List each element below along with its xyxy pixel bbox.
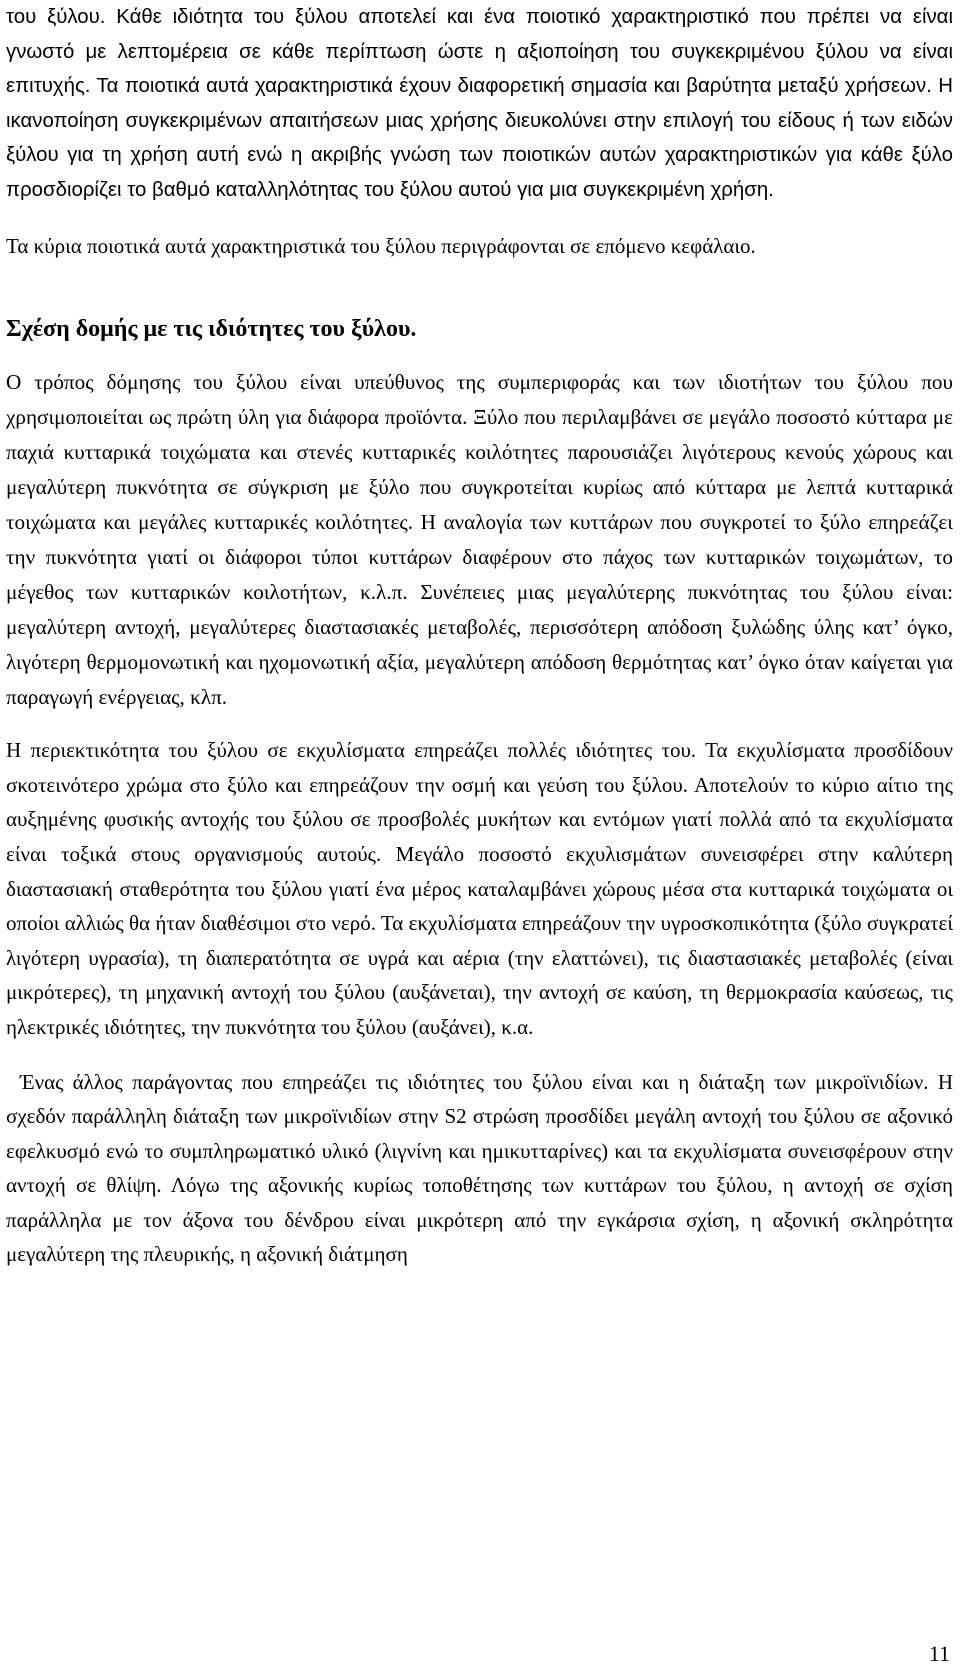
document-page bbox=[6, 0, 953, 1272]
page-number: 11 bbox=[928, 1641, 950, 1666]
body-paragraph: Ο τρόπος δόμησης του ξύλου είναι υπεύθυνος της συμπεριφοράς και των ιδιοτήτων του ξύλου που χρησιμοποιείται ως πρώτη ύλη για διάφορα προϊόντα. Ξύλο που περιλαμβάνει σε μεγάλο ποσοστό κύτταρα με παχιά κυτταρικά τοιχώματα και στενές κυτταρικές κοιλότητες παρουσιάζει λιγότερους κενούς χώρους και μεγαλύτερη πυκνότητα σε σύγκριση με ξύλο που συγκροτείται κυρίως από κύτταρα με λεπτά κυτταρικά τοιχώματα και μεγάλες κυτταρικές κοιλότητες. Η αναλογία των κυττάρων που συγκροτεί το ξύλο επηρεάζει την πυκνότητα γιατί οι διάφοροι τύποι κυττάρων διαφέρουν στο πάχος των κυτταρικών τοιχωμάτων, το μέγεθος των κυτταρικών κοιλοτήτων, κ.λ.π. Συνέπειες μιας μεγαλύτερης πυκνότητας του ξύλου είναι: μεγαλύτερη αντοχή, μεγαλύτερες διαστασιακές μεταβολές, περισσότερη απόδοση ξυλώδης ύλης κατ’ όγκο, λιγότερη θερμομονωτική και ηχομονωτική αξία, μεγαλύτερη απόδοση θερμότητας κατ’ όγκο όταν καίγεται για παραγωγή ενέργειας, κλπ. bbox=[6, 370, 953, 710]
body-paragraph: του ξύλου. Κάθε ιδιότητα του ξύλου αποτελεί και ένα ποιοτικό χαρακτηριστικό που πρέπει να είναι γνωστό με λεπτομέρεια σε κάθε περίπτωση ώστε η αξιοποίηση του συγκεκριμένου ξύλου να είναι επιτυχής. Τα ποιοτικά αυτά χαρακτηριστικά έχουν διαφορετική σημασία και βαρύτητα μεταξύ χρήσεων. Η ικανοποίηση συγκεκριμένων απαιτήσεων μιας χρήσης διευκολύνει στην επιλογή του είδους ή των ειδών ξύλου για τη χρήση αυτή ενώ η ακριβής γνώση των ποιοτικών αυτών χαρακτηριστικών για κάθε ξύλο προσδιορίζει το βαθμό καταλληλότητας του ξύλου αυτού για μια συγκεκριμένη χρήση. bbox=[6, 6, 953, 201]
body-paragraph: Τα κύρια ποιοτικά αυτά χαρακτηριστικά του ξύλου περιγράφονται σε επόμενο κεφάλαιο. bbox=[6, 233, 756, 258]
body-paragraph: Ένας άλλος παράγοντας που επηρεάζει τις ιδιότητες του ξύλου είναι και η διάταξη των μικροϊνιδίων. Η σχεδόν παράλληλη διάταξη των μικροϊνιδίων στην S2 στρώση προσδίδει μεγάλη αντοχή του ξύλου σε αξονικό εφελκυσμό ενώ το συμπληρωματικό υλικό (λιγνίνη και ημικυτταρίνες) και τα εκχυλίσματα συνεισφέρουν στην αντοχή σε θλίψη. Λόγω της αξονικής κυρίως τοποθέτησης των κυττάρων του ξύλου, η αντοχή σε σχίση παράλληλα με τον άξονα του δένδρου είναι μικρότερη από την εγκάρσια σχίση, η αξονική σκληρότητα μεγαλύτερη της πλευρικής, η αξονική διάτμηση bbox=[6, 1069, 953, 1267]
section-heading: Σχέση δομής με τις ιδιότητες του ξύλου. bbox=[6, 316, 417, 343]
body-paragraph: Η περιεκτικότητα του ξύλου σε εκχυλίσματα επηρεάζει πολλές ιδιότητες του. Τα εκχυλίσματα προσδίδουν σκοτεινότερο χρώμα στο ξύλο και επηρεάζουν την οσμή και γεύση του ξύλου. Αποτελούν το κύριο αίτιο της αυξημένης φυσικής αντοχής του ξύλου σε προσβολές μυκήτων και εντόμων γιατί πολλά από τα εκχυλίσματα είναι τοξικά στους οργανισμούς αυτούς. Μεγάλο ποσοστό εκχυλισμάτων συνεισφέρει στην καλύτερη διαστασιακή σταθερότητα του ξύλου γιατί ένα μέρος καταλαμβάνει χώρους μέσα στα κυτταρικά τοιχώματα οι οποίοι αλλιώς θα ήταν διαθέσιμοι στο νερό. Τα εκχυλίσματα επηρεάζουν την υγροσκοπικότητα (ξύλο συγκρατεί λιγότερη υγρασία), τη διαπερατότητα σε υγρά και αέρια (την ελαττώνει), τις διαστασιακές μεταβολές (είναι μικρότερες), τη μηχανική αντοχή του ξύλου (αυξάνεται), την αντοχή σε καύση, τη θερμοκρασία καύσεως, τις ηλεκτρικές ιδιότητες, την πυκνότητα του ξύλου (αυξάνει), κ.α. bbox=[6, 738, 953, 1039]
